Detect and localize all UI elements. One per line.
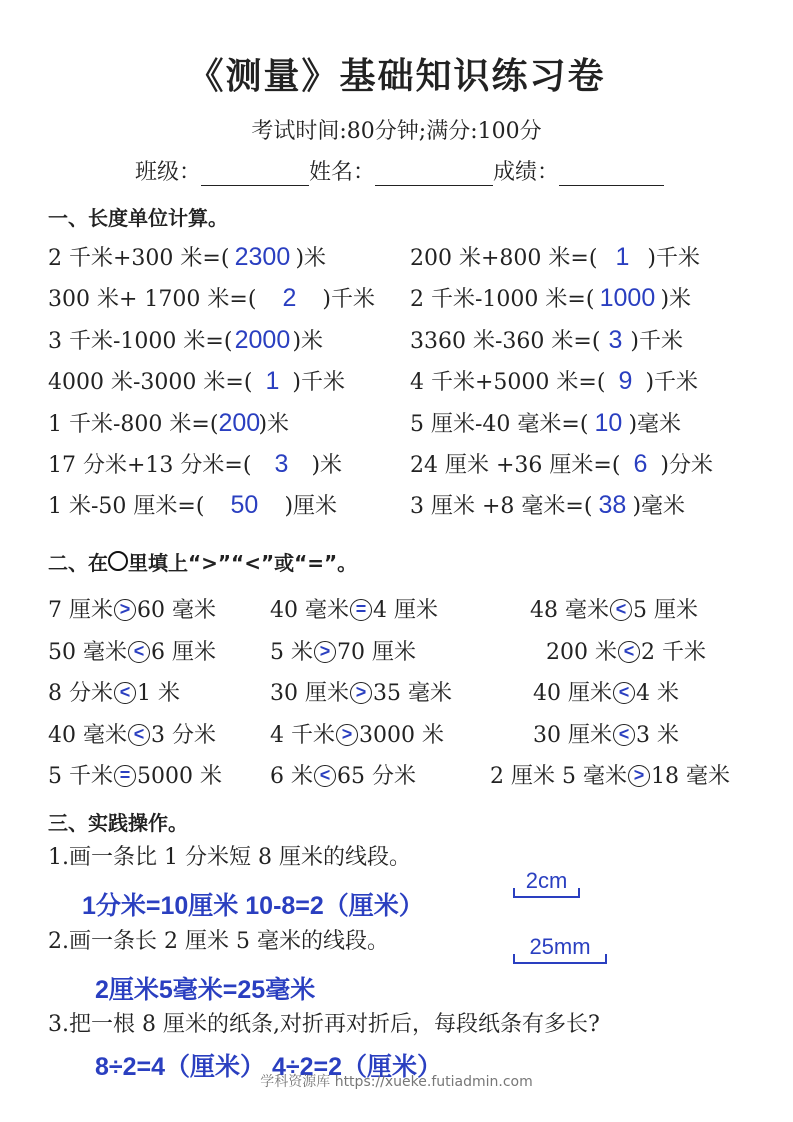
score-label: 成绩： <box>493 160 560 185</box>
equation-row <box>48 284 375 314</box>
equation-text: 24 厘米 +36 厘米=( <box>410 453 621 478</box>
answer-3: 8÷2=4（厘米） 4÷2=2（厘米） <box>95 1053 443 1081</box>
unit-text: )厘米 <box>284 494 338 519</box>
exam-info: 考试时间:80分钟;满分:100分 <box>251 119 542 144</box>
equation-row <box>48 491 337 521</box>
equation-row <box>48 326 323 356</box>
unit-text: )米 <box>295 246 327 271</box>
answer-field[interactable]: 1 <box>615 243 630 271</box>
comparison-row: 8 分米 < 1 米 <box>48 681 180 706</box>
comparison-circle[interactable]: > <box>350 682 372 704</box>
comparison-circle[interactable]: < <box>128 724 150 746</box>
comparison-row: 6 米 < 65 分米 <box>270 764 416 789</box>
unit-text: )千米 <box>322 287 376 312</box>
unit-text: )米 <box>311 453 343 478</box>
equation-row <box>48 450 342 480</box>
equation-text: 4 千米+5000 米=( <box>410 370 606 395</box>
comparison-row: 5 米 > 70 厘米 <box>270 640 416 665</box>
name-label: 姓名： <box>309 160 376 185</box>
unit-text: )千米 <box>630 329 684 354</box>
answer-field[interactable]: 38 <box>598 491 627 519</box>
circle-icon <box>108 551 128 571</box>
class-label: 班级： <box>135 160 202 185</box>
comparison-circle[interactable]: = <box>114 765 136 787</box>
unit-text: )千米 <box>645 370 699 395</box>
comparison-row: 40 厘米 < 4 米 <box>533 681 679 706</box>
equation-text: 5 厘米-40 毫米=( <box>410 412 589 437</box>
comparison-circle[interactable]: < <box>618 641 640 663</box>
answer-field[interactable]: 1 <box>265 367 280 395</box>
comparison-row: 30 厘米 < 3 米 <box>533 723 679 748</box>
segment-25mm: 25mm <box>513 954 607 964</box>
equation-text: 3 厘米 +8 毫米=( <box>410 494 593 519</box>
comparison-row: 200 米 < 2 千米 <box>546 640 706 665</box>
answer-field[interactable]: 2300 <box>234 243 291 271</box>
comparison-row: 30 厘米 > 35 毫米 <box>270 681 452 706</box>
class-field[interactable] <box>201 161 309 186</box>
comparison-row: 40 毫米 = 4 厘米 <box>270 598 438 623</box>
comparison-circle[interactable]: < <box>613 724 635 746</box>
comparison-circle[interactable]: < <box>314 765 336 787</box>
equation-text: 1 千米-800 米=( <box>48 412 219 437</box>
comparison-circle[interactable]: < <box>613 682 635 704</box>
equation-text: 2 千米-1000 米=( <box>410 287 595 312</box>
unit-text: )毫米 <box>632 494 686 519</box>
comparison-circle[interactable]: < <box>128 641 150 663</box>
equation-text: 300 米+ 1700 米=( <box>48 287 257 312</box>
watermark: 学科资源库 https://xueke.futiadmin.com <box>260 1074 533 1090</box>
answer-field[interactable]: 200 <box>218 409 261 437</box>
student-info <box>135 155 664 186</box>
answer-field[interactable]: 50 <box>230 491 259 519</box>
equation-text: 200 米+800 米=( <box>410 246 598 271</box>
comparison-row: 40 毫米 < 3 分米 <box>48 723 216 748</box>
equation-text: 4000 米-3000 米=( <box>48 370 253 395</box>
comparison-row: 2 厘米 5 毫米 > 18 毫米 <box>490 764 730 789</box>
equation-row <box>410 409 681 439</box>
comparison-row: 4 千米 > 3000 米 <box>270 723 444 748</box>
unit-text: )毫米 <box>628 412 682 437</box>
equation-text: 3360 米-360 米=( <box>410 329 601 354</box>
equation-row <box>410 243 700 273</box>
equation-row <box>48 409 289 439</box>
comparison-row: 5 千米 = 5000 米 <box>48 764 222 789</box>
score-field[interactable] <box>559 161 664 186</box>
answer-field[interactable]: 3 <box>274 450 289 478</box>
section3-heading: 三、实践操作。 <box>48 811 188 835</box>
equation-row <box>48 243 326 273</box>
answer-field[interactable]: 10 <box>594 409 623 437</box>
comparison-circle[interactable]: > <box>628 765 650 787</box>
question-1: 1.画一条比 1 分米短 8 厘米的线段。 <box>48 845 411 870</box>
comparison-circle[interactable]: > <box>114 599 136 621</box>
question-3: 3.把一根 8 厘米的纸条,对折再对折后，每段纸条有多长? <box>48 1012 600 1037</box>
section2-heading: 二、在 里填上“>”“<”或“=”。 <box>48 551 358 575</box>
comparison-circle[interactable]: < <box>114 682 136 704</box>
comparison-circle[interactable]: > <box>336 724 358 746</box>
unit-text: )千米 <box>292 370 346 395</box>
question-2: 2.画一条长 2 厘米 5 毫米的线段。 <box>48 929 389 954</box>
segment-2cm: 2cm <box>513 888 580 898</box>
equation-row <box>410 326 683 356</box>
equation-text: 2 千米+300 米=( <box>48 246 230 271</box>
comparison-circle[interactable]: = <box>350 599 372 621</box>
equation-row <box>410 450 713 480</box>
answer-field[interactable]: 3 <box>608 326 623 354</box>
answer-1: 1分米=10厘米 10-8=2（厘米） <box>82 892 424 920</box>
comparison-circle[interactable]: > <box>314 641 336 663</box>
comparison-circle[interactable]: < <box>610 599 632 621</box>
equation-text: 3 千米-1000 米=( <box>48 329 233 354</box>
section1-heading: 一、长度单位计算。 <box>48 206 228 230</box>
answer-2: 2厘米5毫米=25毫米 <box>95 976 316 1004</box>
answer-field[interactable]: 2000 <box>234 326 291 354</box>
equation-text: 17 分米+13 分米=( <box>48 453 252 478</box>
equation-text: 1 米-50 厘米=( <box>48 494 205 519</box>
answer-field[interactable]: 6 <box>633 450 648 478</box>
comparison-row: 48 毫米 < 5 厘米 <box>530 598 698 623</box>
unit-text: )米 <box>292 329 324 354</box>
unit-text: )米 <box>258 412 290 437</box>
page-title: 《测量》基础知识练习卷 <box>187 55 606 97</box>
answer-field[interactable]: 1000 <box>599 284 656 312</box>
unit-text: )米 <box>660 287 692 312</box>
equation-row <box>410 491 685 521</box>
name-field[interactable] <box>375 161 493 186</box>
unit-text: )千米 <box>647 246 701 271</box>
equation-row <box>48 367 345 397</box>
answer-field[interactable]: 2 <box>282 284 297 312</box>
equation-row <box>410 367 698 397</box>
unit-text: )分米 <box>660 453 714 478</box>
answer-field[interactable]: 9 <box>618 367 633 395</box>
comparison-row: 50 毫米 < 6 厘米 <box>48 640 216 665</box>
comparison-row: 7 厘米 > 60 毫米 <box>48 598 216 623</box>
equation-row <box>410 284 691 314</box>
